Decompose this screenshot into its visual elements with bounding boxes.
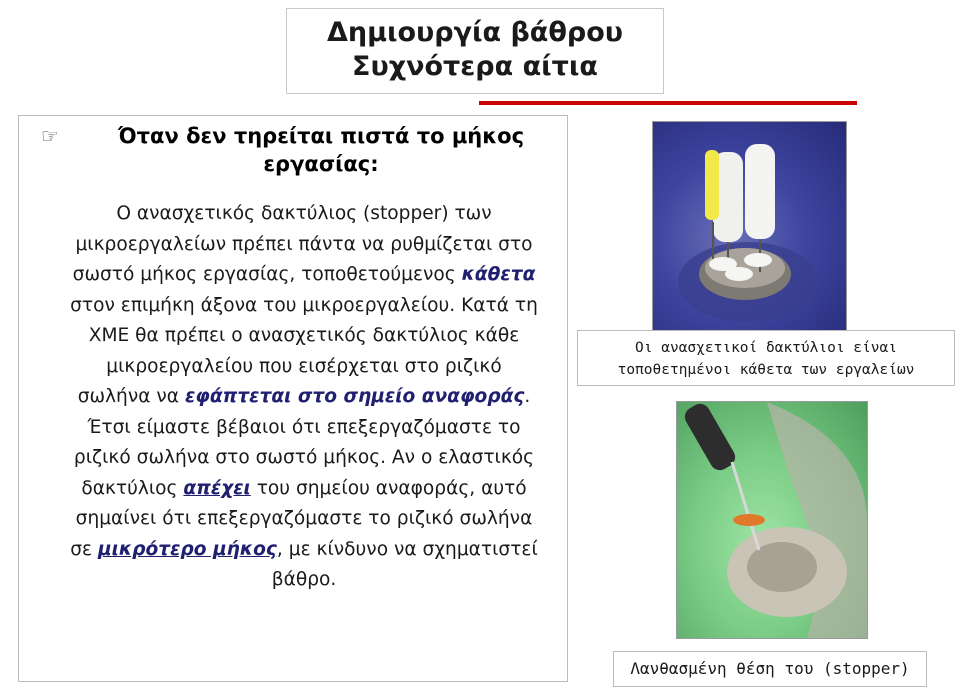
caption-wrong-stopper-position: Λανθασμένη θέση του (stopper) bbox=[613, 651, 927, 687]
emphasis-touch-reference: εφάπτεται στο σημείο αναφοράς bbox=[184, 386, 525, 407]
photo-illustration-bottom bbox=[677, 402, 867, 638]
content-box bbox=[18, 115, 568, 682]
body-text-3: . Έτσι είμαστε βέβαιοι ότι επεξεργαζόμαστε το ριζικό σωλήνα στο σωστό μήκος. Αν ο ελαστικός δακτύλιος bbox=[73, 386, 535, 499]
emphasis-distant: απέχει bbox=[183, 477, 251, 499]
bullet-heading-row bbox=[41, 122, 561, 178]
body-text-2: στον επιμήκη άξονα του μικροεργαλείου. Κατά τη ΧΜΕ θα πρέπει ο ανασχετικός δακτύλιος κάθε μικροεργαλείου που εισέρχεται στο ριζικό σωλήνα να bbox=[70, 294, 538, 407]
bullet-heading: Όταν δεν τηρείται πιστά το μήκος εργασίας: bbox=[117, 124, 525, 176]
body-text-1: Ο ανασχετικός δακτύλιος (stopper) των μικροεργαλείων πρέπει πάντα να ρυθμίζεται στο σωστό μήκος εργασίας, τοποθετούμενος bbox=[72, 203, 533, 285]
title-line-2: Συχνότερα αίτια bbox=[352, 51, 598, 82]
title-line-1: Δημιουργία βάθρου bbox=[326, 17, 623, 48]
title-box bbox=[286, 8, 664, 94]
caption-perpendicular-stoppers: Οι ανασχετικοί δακτύλιοι είναι τοποθετημένοι κάθετα των εργαλείων bbox=[577, 330, 955, 386]
body-text-5: , με κίνδυνο να σχηματιστεί βάθρο. bbox=[271, 538, 538, 590]
pointing-hand-icon: ☞ bbox=[41, 124, 59, 148]
body-paragraph bbox=[69, 199, 539, 596]
emphasis-perpendicular: κάθετα bbox=[461, 264, 536, 285]
emphasis-shorter-length: μικρότερο μήκος bbox=[98, 538, 277, 560]
body-text-4: του σημείου αναφοράς, αυτό σημαίνει ότι επεξεργαζόμαστε το ριζικό σωλήνα σε bbox=[70, 477, 533, 560]
photo-stoppers-perpendicular bbox=[652, 121, 847, 333]
red-divider bbox=[479, 101, 857, 105]
photo-illustration-top bbox=[653, 122, 846, 332]
photo-stopper-wrong-position bbox=[676, 401, 868, 639]
